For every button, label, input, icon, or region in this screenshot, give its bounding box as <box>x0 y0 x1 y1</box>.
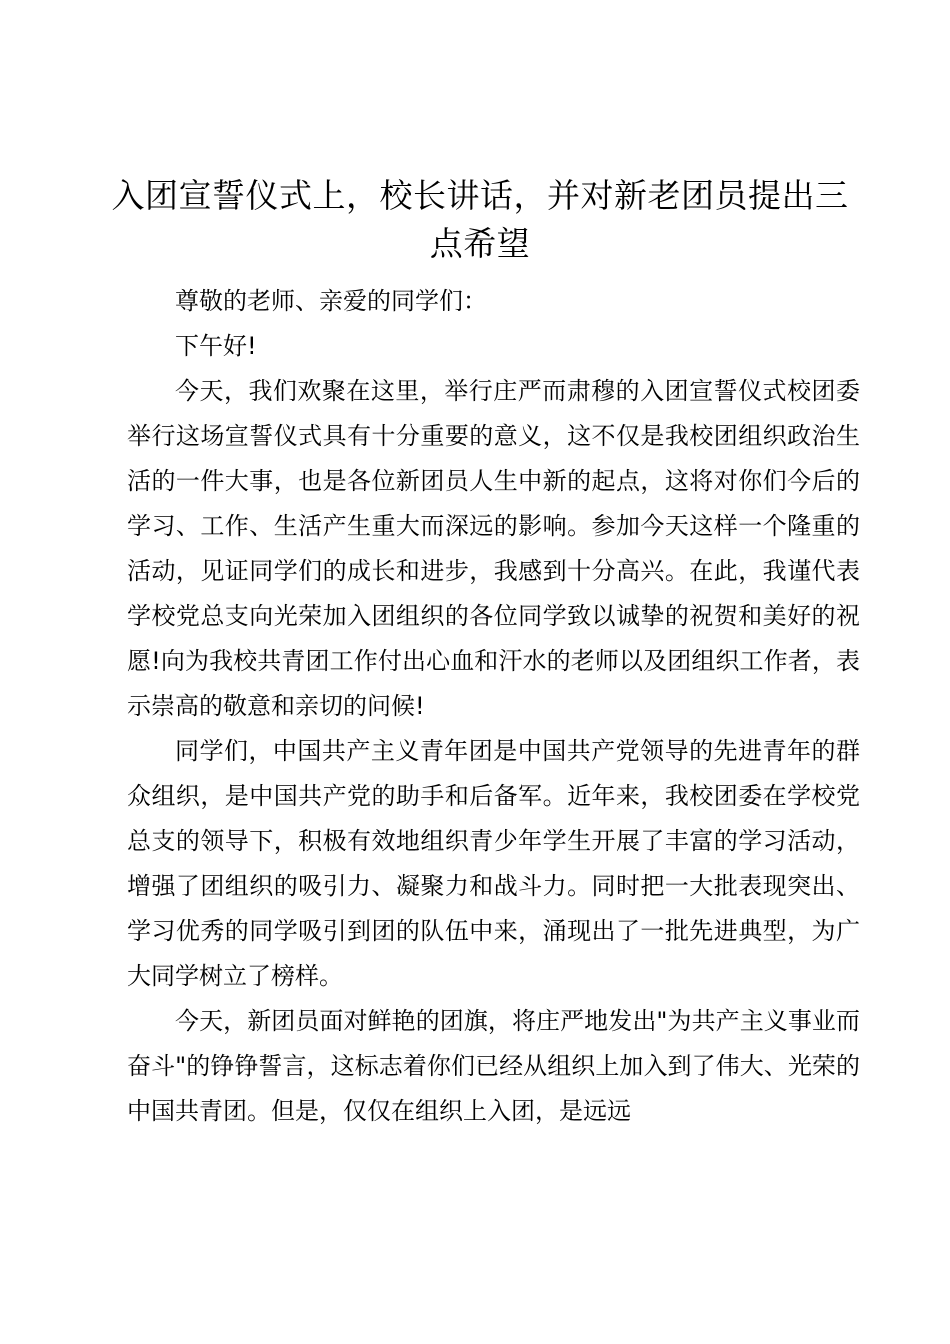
greeting-line: 尊敬的老师、亲爱的同学们： <box>175 287 487 315</box>
document-title: 入团宣誓仪式上，校长讲话，并对新老团员提出三点希望 <box>111 176 849 263</box>
document-body <box>127 279 860 1134</box>
body-paragraph-3: 今天，新团员面对鲜艳的团旗，将庄严地发出"为共产主义事业而奋斗"的铮铮誓言，这标志着你们已经从组织上加入到了伟大、光荣的中国共青团。但是，仅仅在组织上入团，是远远 <box>127 1007 860 1125</box>
salutation-line: 下午好! <box>175 332 257 360</box>
body-paragraph-1: 今天，我们欢聚在这里，举行庄严而肃穆的入团宣誓仪式校团委举行这场宣誓仪式具有十分重要的意义，这不仅是我校团组织政治生活的一件大事，也是各位新团员人生中新的起点，这将对你们今后的学习、工作、生活产生重大而深远的影响。参加今天这样一个隆重的活动，见证同学们的成长和进步，我感到十分高兴。在此，我谨代表学校党总支向光荣加入团组织的各位同学致以诚挚的祝贺和美好的祝愿!向为我校共青团工作付出心血和汗水的老师以及团组织工作者，表示崇高的敬意和亲切的问候! <box>127 377 860 720</box>
body-paragraph-2: 同学们，中国共产主义青年团是中国共产党领导的先进青年的群众组织，是中国共产党的助手和后备军。近年来，我校团委在学校党总支的领导下，积极有效地组织青少年学生开展了丰富的学习活动，增强了团组织的吸引力、凝聚力和战斗力。同时把一大批表现突出、学习优秀的同学吸引到团的队伍中来，涌现出了一批先进典型，为广大同学树立了榜样。 <box>127 737 860 990</box>
